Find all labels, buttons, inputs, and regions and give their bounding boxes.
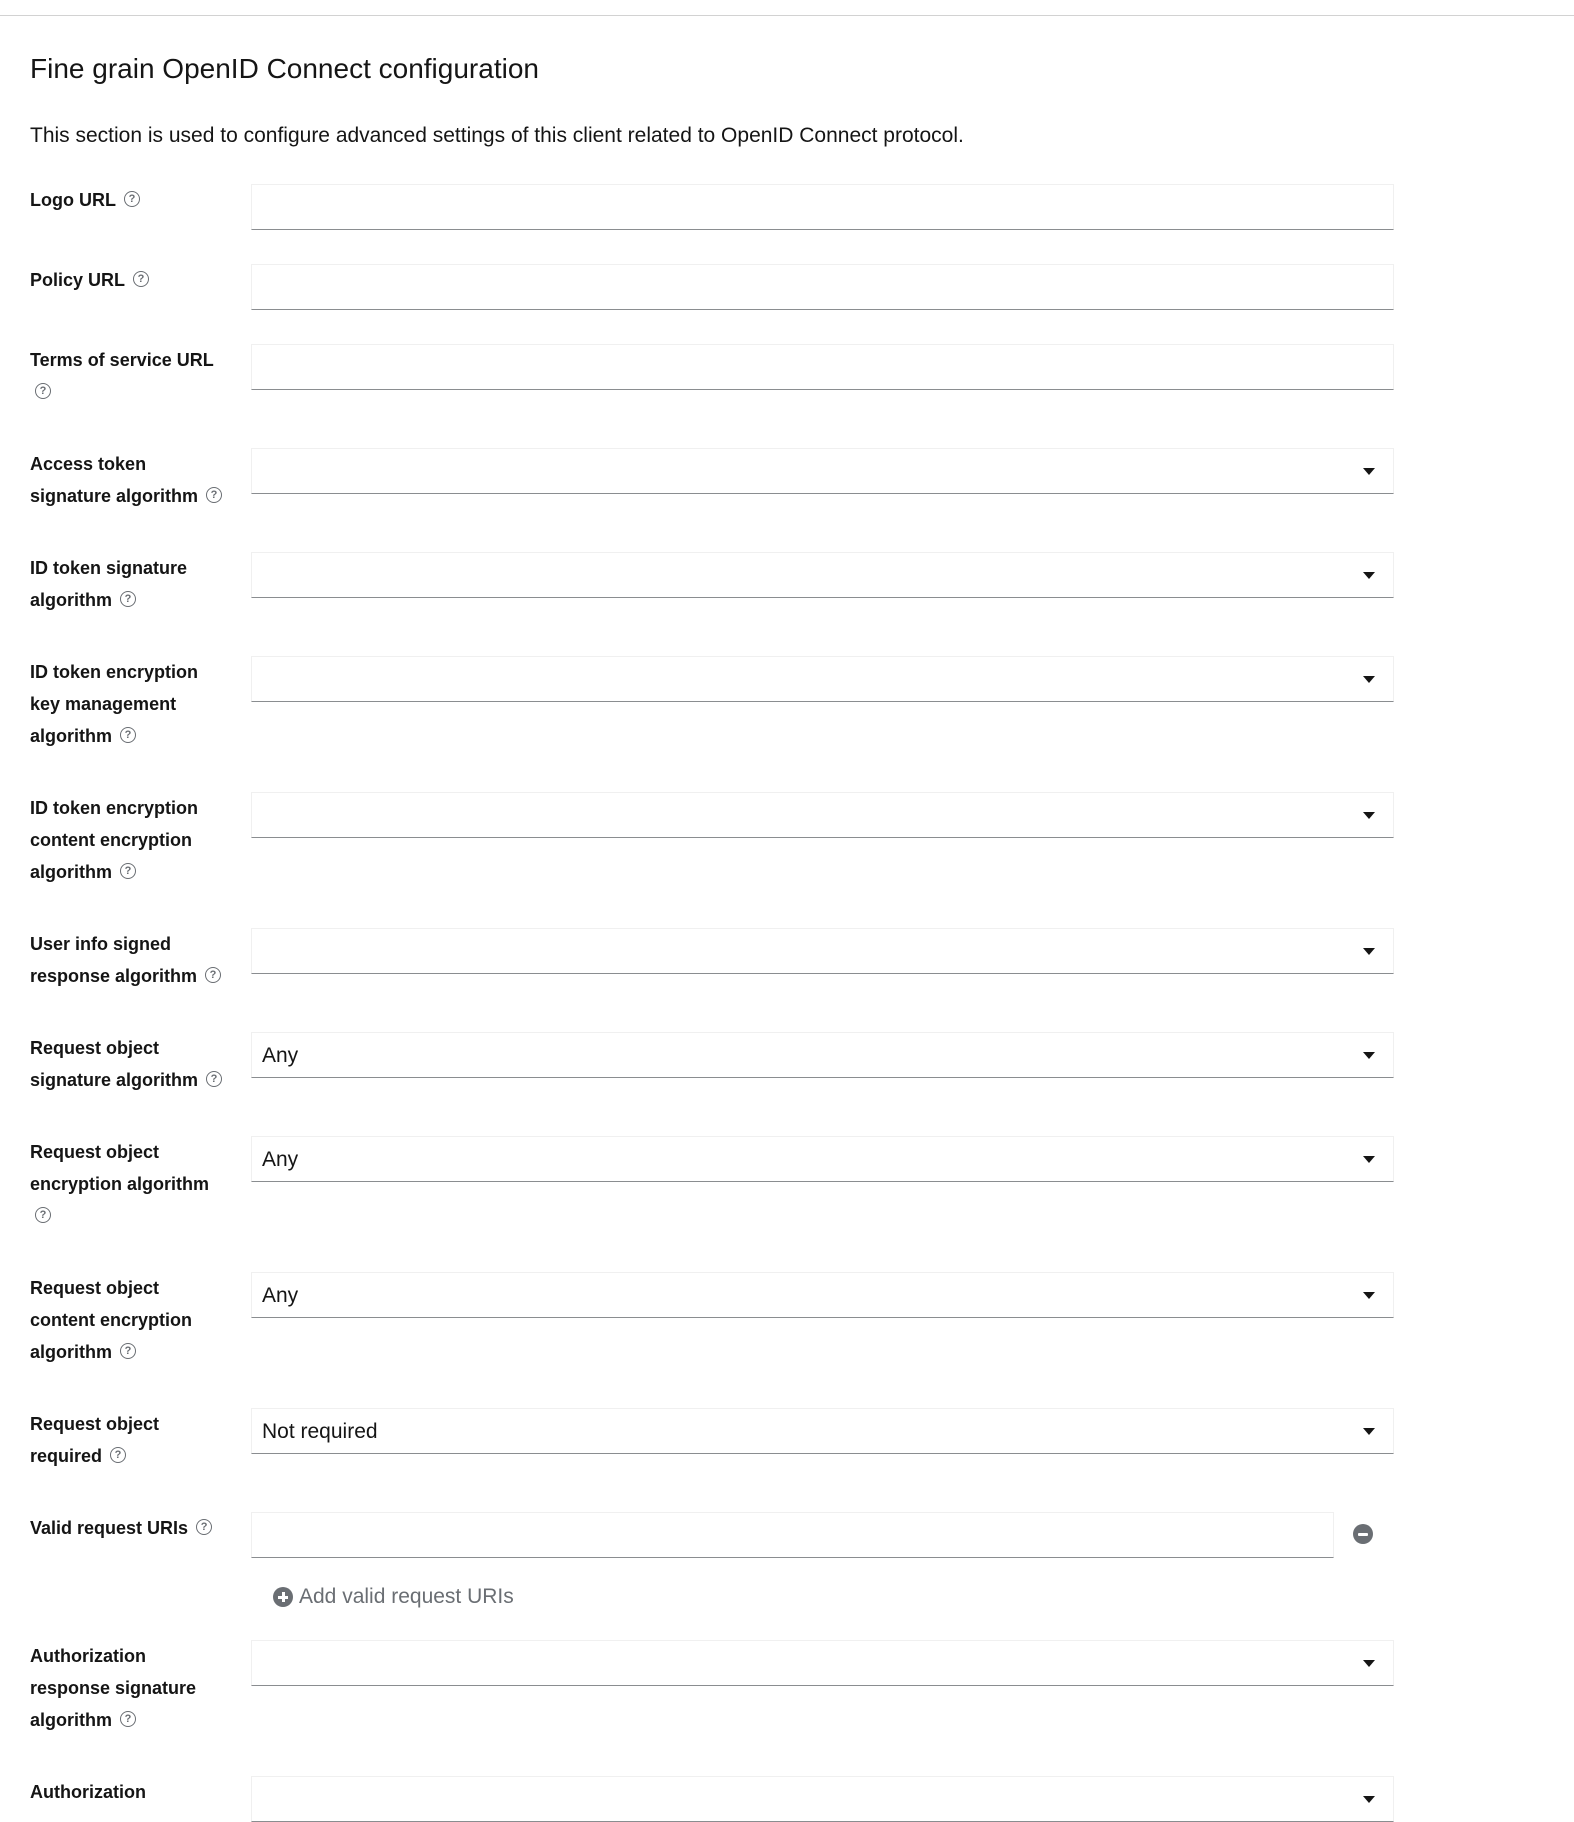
caret-down-icon xyxy=(1363,1052,1375,1059)
label-auth-next: Authorization xyxy=(30,1782,146,1802)
label-id-token-enc-content: ID token encryption content encryption algorithm ? xyxy=(30,798,199,882)
caret-down-icon xyxy=(1363,676,1375,683)
plus-circle-icon xyxy=(273,1587,293,1607)
top-divider xyxy=(0,15,1574,16)
caret-down-icon xyxy=(1363,1292,1375,1299)
label-id-token-enc-key: ID token encryption key management algorithm ? xyxy=(30,662,199,746)
label-req-obj-required: Request object required ? xyxy=(30,1414,160,1466)
auth-next-select[interactable] xyxy=(251,1776,1394,1822)
section-description: This section is used to configure advanced settings of this client related to OpenID Connect protocol. xyxy=(30,124,964,147)
help-icon[interactable]: ? xyxy=(120,863,136,879)
user-info-sig-select[interactable] xyxy=(251,928,1394,974)
caret-down-icon xyxy=(1363,1660,1375,1667)
help-icon[interactable]: ? xyxy=(35,1207,51,1223)
help-icon[interactable]: ? xyxy=(133,271,149,287)
help-icon[interactable]: ? xyxy=(120,591,136,607)
caret-down-icon xyxy=(1363,812,1375,819)
req-obj-enc-select[interactable]: Any xyxy=(251,1136,1394,1182)
help-icon[interactable]: ? xyxy=(110,1447,126,1463)
section-title: Fine grain OpenID Connect configuration xyxy=(30,53,539,84)
label-id-token-sig: ID token signature algorithm ? xyxy=(30,558,188,610)
help-icon[interactable]: ? xyxy=(120,1343,136,1359)
help-icon[interactable]: ? xyxy=(124,191,140,207)
label-access-token-sig: Access token signature algorithm ? xyxy=(30,448,230,512)
auth-resp-sig-select[interactable] xyxy=(251,1640,1394,1686)
req-obj-content-enc-select[interactable]: Any xyxy=(251,1272,1394,1318)
id-token-enc-key-select[interactable] xyxy=(251,656,1394,702)
id-token-enc-content-select[interactable] xyxy=(251,792,1394,838)
remove-circle-icon[interactable] xyxy=(1353,1524,1373,1544)
valid-request-uri-input[interactable] xyxy=(251,1512,1334,1558)
policy-url-input[interactable] xyxy=(251,264,1394,310)
help-icon[interactable]: ? xyxy=(205,967,221,983)
caret-down-icon xyxy=(1363,572,1375,579)
req-obj-required-select[interactable]: Not required xyxy=(251,1408,1394,1454)
label-logo-url: Logo URL ? xyxy=(30,184,230,216)
help-icon[interactable]: ? xyxy=(120,1711,136,1727)
help-icon[interactable]: ? xyxy=(35,383,51,399)
label-policy-url: Policy URL ? xyxy=(30,264,230,296)
help-icon[interactable]: ? xyxy=(120,727,136,743)
help-icon[interactable]: ? xyxy=(196,1519,212,1535)
caret-down-icon xyxy=(1363,1428,1375,1435)
label-req-obj-sig: Request object signature algorithm ? xyxy=(30,1032,230,1096)
caret-down-icon xyxy=(1363,1156,1375,1163)
req-obj-sig-select[interactable]: Any xyxy=(251,1032,1394,1078)
label-valid-request-uris: Valid request URIs ? xyxy=(30,1512,230,1544)
label-req-obj-enc: Request object encryption algorithm ? xyxy=(30,1142,210,1222)
help-icon[interactable]: ? xyxy=(206,487,222,503)
access-token-sig-select[interactable] xyxy=(251,448,1394,494)
label-req-obj-content-enc: Request object content encryption algorithm ? xyxy=(30,1278,193,1362)
label-auth-resp-sig: Authorization response signature algorithm ? xyxy=(30,1646,197,1730)
label-user-info-sig: User info signed response algorithm ? xyxy=(30,928,230,992)
logo-url-input[interactable] xyxy=(251,184,1394,230)
help-icon[interactable]: ? xyxy=(206,1071,222,1087)
caret-down-icon xyxy=(1363,468,1375,475)
tos-url-input[interactable] xyxy=(251,344,1394,390)
caret-down-icon xyxy=(1363,948,1375,955)
label-tos-url: Terms of service URL ? xyxy=(30,350,214,398)
add-valid-request-uris-button[interactable]: Add valid request URIs xyxy=(273,1582,514,1612)
id-token-sig-select[interactable] xyxy=(251,552,1394,598)
caret-down-icon xyxy=(1363,1796,1375,1803)
